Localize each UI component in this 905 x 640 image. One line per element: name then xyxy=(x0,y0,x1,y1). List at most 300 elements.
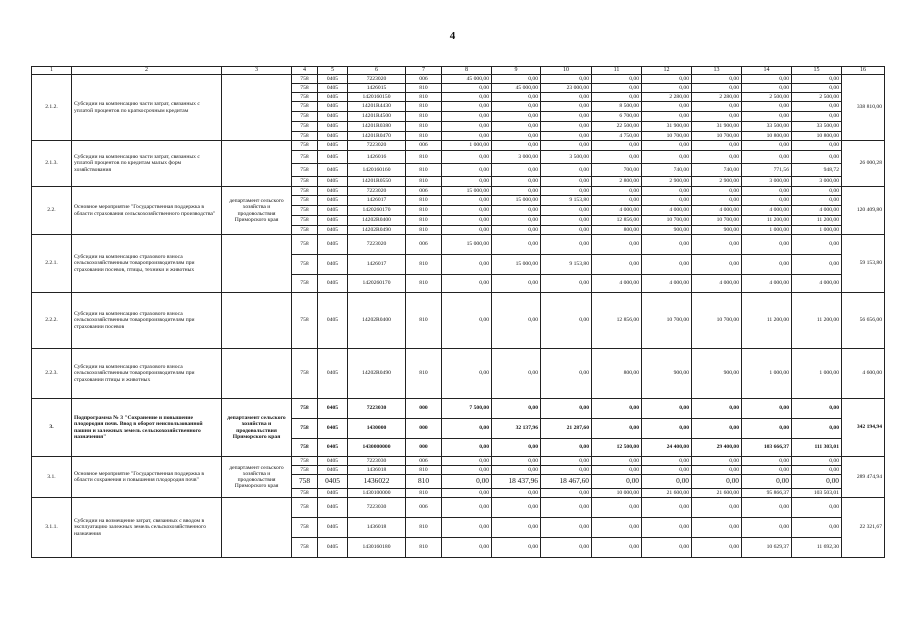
amount-cell: 0,00 xyxy=(541,466,592,475)
amount-cell: 0,00 xyxy=(792,75,842,84)
header-cell: 16 xyxy=(842,67,885,75)
amount-cell: 0,00 xyxy=(792,151,842,164)
section-cell: 0405 xyxy=(318,141,348,151)
table-body xyxy=(32,67,885,558)
item-name: Подпрограмма № 3 "Сохранение и повышение плодородия почв. Ввод в оборот неиспользованной пашни и залежных земель сельскохозяйственного назначения" xyxy=(72,399,222,457)
amount-cell: 0,00 xyxy=(541,439,592,457)
amount-cell: 4 000,00 xyxy=(592,275,642,293)
amount-cell: 22 500,00 xyxy=(592,122,642,132)
amount-cell: 0,00 xyxy=(792,102,842,112)
amount-cell: 0,00 xyxy=(492,187,541,196)
amount-cell: 0,00 xyxy=(692,75,742,84)
amount-cell: 0,00 xyxy=(742,151,792,164)
expense-type-cell: 000 xyxy=(406,419,442,439)
amount-cell: 0,00 xyxy=(592,419,642,439)
header-cell: 7 xyxy=(406,67,442,75)
grbs-cell: 758 xyxy=(292,141,318,151)
amount-cell: 0,00 xyxy=(442,216,492,226)
amount-cell: 10 000,00 xyxy=(592,489,642,498)
section-cell: 0405 xyxy=(318,216,348,226)
expense-type-cell: 006 xyxy=(406,235,442,255)
item-code: 2.1.2. xyxy=(32,75,72,141)
amount-cell: 10 700,00 xyxy=(642,132,692,141)
grbs-cell: 758 xyxy=(292,151,318,164)
amount-cell: 21 600,00 xyxy=(642,489,692,498)
amount-cell: 900,00 xyxy=(692,349,742,399)
amount-cell: 0,00 xyxy=(792,84,842,93)
amount-cell: 95 866,37 xyxy=(742,489,792,498)
section-cell: 0405 xyxy=(318,187,348,196)
amount-cell: 0,00 xyxy=(592,93,642,102)
item-total: 342 194,94 xyxy=(842,399,885,457)
amount-cell: 0,00 xyxy=(492,216,541,226)
amount-cell: 0,00 xyxy=(442,475,492,489)
amount-cell: 800,00 xyxy=(592,226,642,235)
section-cell: 0405 xyxy=(318,518,348,538)
header-cell: 6 xyxy=(348,67,406,75)
amount-cell: 1 000,00 xyxy=(742,226,792,235)
amount-cell: 0,00 xyxy=(692,141,742,151)
grbs-cell: 758 xyxy=(292,102,318,112)
amount-cell: 900,00 xyxy=(642,226,692,235)
grbs-cell: 758 xyxy=(292,399,318,419)
header-cell: 10 xyxy=(541,67,592,75)
amount-cell: 0,00 xyxy=(592,475,642,489)
section-cell: 0405 xyxy=(318,196,348,206)
amount-cell: 24 400,00 xyxy=(642,439,692,457)
grbs-cell: 758 xyxy=(292,164,318,177)
amount-cell: 0,00 xyxy=(541,141,592,151)
item-name: Субсидии на компенсацию страхового взноса сельскохозяйственным товаропроизводителям при страховании посевов, птицы, техники и животных xyxy=(72,235,222,293)
amount-cell: 0,00 xyxy=(541,293,592,349)
amount-cell: 8 500,00 xyxy=(592,102,642,112)
section-cell: 0405 xyxy=(318,84,348,93)
expense-type-cell: 006 xyxy=(406,498,442,518)
amount-cell: 0,00 xyxy=(642,84,692,93)
amount-cell: 2 900,00 xyxy=(692,177,742,187)
amount-cell: 0,00 xyxy=(692,102,742,112)
amount-cell: 10 700,00 xyxy=(692,132,742,141)
amount-cell: 0,00 xyxy=(492,177,541,187)
header-cell: 15 xyxy=(792,67,842,75)
amount-cell: 29 400,00 xyxy=(692,439,742,457)
header-row xyxy=(32,67,885,75)
amount-cell: 0,00 xyxy=(492,399,541,419)
amount-cell: 1 000,00 xyxy=(792,349,842,399)
amount-cell: 0,00 xyxy=(492,489,541,498)
header-cell: 11 xyxy=(592,67,642,75)
item-code: 2.2.2. xyxy=(32,293,72,349)
table-row xyxy=(32,235,885,255)
amount-cell: 15 000,00 xyxy=(492,196,541,206)
amount-cell: 0,00 xyxy=(492,132,541,141)
target-article-cell: 1420260170 xyxy=(348,206,406,216)
amount-cell: 0,00 xyxy=(692,466,742,475)
amount-cell: 10 700,00 xyxy=(642,293,692,349)
amount-cell: 0,00 xyxy=(541,164,592,177)
amount-cell: 0,00 xyxy=(541,399,592,419)
amount-cell: 0,00 xyxy=(442,466,492,475)
target-article-cell: 7223020 xyxy=(348,75,406,84)
item-executor xyxy=(222,235,292,293)
item-executor: департамент сельского хозяйства и продовольствия Приморского края xyxy=(222,187,292,235)
grbs-cell: 758 xyxy=(292,255,318,275)
expense-type-cell: 810 xyxy=(406,112,442,122)
amount-cell: 0,00 xyxy=(442,102,492,112)
section-cell: 0405 xyxy=(318,93,348,102)
amount-cell: 0,00 xyxy=(692,196,742,206)
item-executor xyxy=(222,349,292,399)
amount-cell: 0,00 xyxy=(541,489,592,498)
header-cell: 5 xyxy=(318,67,348,75)
item-total: 4 600,00 xyxy=(842,349,885,399)
amount-cell: 15 000,00 xyxy=(492,255,541,275)
amount-cell: 0,00 xyxy=(792,141,842,151)
amount-cell: 0,00 xyxy=(692,235,742,255)
amount-cell: 2 500,00 xyxy=(742,93,792,102)
amount-cell: 0,00 xyxy=(692,151,742,164)
grbs-cell: 758 xyxy=(292,466,318,475)
target-article-cell: 1426015 xyxy=(348,84,406,93)
amount-cell: 0,00 xyxy=(541,93,592,102)
amount-cell: 45 000,00 xyxy=(492,84,541,93)
amount-cell: 103 503,01 xyxy=(792,489,842,498)
amount-cell: 0,00 xyxy=(541,177,592,187)
section-cell: 0405 xyxy=(318,112,348,122)
amount-cell: 0,00 xyxy=(792,196,842,206)
grbs-cell: 758 xyxy=(292,475,318,489)
amount-cell: 0,00 xyxy=(492,112,541,122)
amount-cell: 0,00 xyxy=(442,498,492,518)
amount-cell: 0,00 xyxy=(492,141,541,151)
expense-type-cell: 810 xyxy=(406,84,442,93)
amount-cell: 0,00 xyxy=(592,498,642,518)
expense-type-cell: 006 xyxy=(406,141,442,151)
expense-type-cell: 810 xyxy=(406,196,442,206)
amount-cell: 0,00 xyxy=(742,457,792,466)
amount-cell: 0,00 xyxy=(792,235,842,255)
amount-cell: 800,00 xyxy=(592,349,642,399)
amount-cell: 0,00 xyxy=(642,235,692,255)
item-executor: департамент сельского хозяйства и продовольствия Приморского края xyxy=(222,457,292,498)
grbs-cell: 758 xyxy=(292,293,318,349)
amount-cell: 9 153,80 xyxy=(541,255,592,275)
amount-cell: 0,00 xyxy=(642,457,692,466)
item-total: 120 409,80 xyxy=(842,187,885,235)
amount-cell: 0,00 xyxy=(742,235,792,255)
grbs-cell: 758 xyxy=(292,206,318,216)
section-cell: 0405 xyxy=(318,255,348,275)
header-cell: 12 xyxy=(642,67,692,75)
target-article-cell: 1436018 xyxy=(348,518,406,538)
table-row xyxy=(32,75,885,84)
amount-cell: 0,00 xyxy=(792,498,842,518)
amount-cell: 0,00 xyxy=(541,457,592,466)
amount-cell: 0,00 xyxy=(692,84,742,93)
section-cell: 0405 xyxy=(318,235,348,255)
grbs-cell: 758 xyxy=(292,122,318,132)
amount-cell: 0,00 xyxy=(541,498,592,518)
amount-cell: 0,00 xyxy=(742,141,792,151)
amount-cell: 0,00 xyxy=(592,187,642,196)
amount-cell: 18 467,60 xyxy=(541,475,592,489)
grbs-cell: 758 xyxy=(292,275,318,293)
amount-cell: 11 200,00 xyxy=(792,293,842,349)
amount-cell: 0,00 xyxy=(742,255,792,275)
amount-cell: 0,00 xyxy=(742,84,792,93)
amount-cell: 0,00 xyxy=(742,75,792,84)
amount-cell: 0,00 xyxy=(442,112,492,122)
amount-cell: 0,00 xyxy=(592,538,642,558)
expense-type-cell: 810 xyxy=(406,206,442,216)
amount-cell: 0,00 xyxy=(492,226,541,235)
amount-cell: 4 000,00 xyxy=(742,275,792,293)
amount-cell: 0,00 xyxy=(642,151,692,164)
amount-cell: 0,00 xyxy=(692,538,742,558)
amount-cell: 0,00 xyxy=(642,196,692,206)
grbs-cell: 758 xyxy=(292,84,318,93)
amount-cell: 771,56 xyxy=(742,164,792,177)
grbs-cell: 758 xyxy=(292,489,318,498)
amount-cell: 0,00 xyxy=(592,457,642,466)
grbs-cell: 758 xyxy=(292,226,318,235)
amount-cell: 0,00 xyxy=(642,255,692,275)
table-row xyxy=(32,399,885,419)
amount-cell: 33 500,00 xyxy=(742,122,792,132)
amount-cell: 4 000,00 xyxy=(792,275,842,293)
item-name: Субсидии на компенсацию части затрат, связанных с уплатой процентов по кредитам малых форм хозяйствования xyxy=(72,141,222,187)
amount-cell: 0,00 xyxy=(442,84,492,93)
amount-cell: 0,00 xyxy=(642,538,692,558)
amount-cell: 0,00 xyxy=(541,226,592,235)
grbs-cell: 758 xyxy=(292,187,318,196)
section-cell: 0405 xyxy=(318,275,348,293)
amount-cell: 0,00 xyxy=(442,275,492,293)
amount-cell: 0,00 xyxy=(592,399,642,419)
target-article-cell: 14201R4430 xyxy=(348,102,406,112)
amount-cell: 1 000,00 xyxy=(742,349,792,399)
amount-cell: 1 000,00 xyxy=(792,226,842,235)
amount-cell: 0,00 xyxy=(442,349,492,399)
amount-cell: 0,00 xyxy=(442,132,492,141)
expense-type-cell: 810 xyxy=(406,122,442,132)
amount-cell: 0,00 xyxy=(442,206,492,216)
amount-cell: 10 629,37 xyxy=(742,538,792,558)
amount-cell: 0,00 xyxy=(442,196,492,206)
amount-cell: 12 856,00 xyxy=(592,293,642,349)
page-number: 4 xyxy=(449,30,456,42)
amount-cell: 0,00 xyxy=(742,196,792,206)
section-cell: 0405 xyxy=(318,177,348,187)
amount-cell: 0,00 xyxy=(592,84,642,93)
item-name: Субсидии на компенсацию страхового взноса сельскохозяйственным товаропроизводителям при страховании посевов xyxy=(72,293,222,349)
amount-cell: 0,00 xyxy=(692,498,742,518)
amount-cell: 0,00 xyxy=(792,187,842,196)
amount-cell: 6 700,00 xyxy=(592,112,642,122)
grbs-cell: 758 xyxy=(292,196,318,206)
amount-cell: 0,00 xyxy=(541,132,592,141)
expense-type-cell: 810 xyxy=(406,151,442,164)
amount-cell: 900,00 xyxy=(642,349,692,399)
target-article-cell: 1430000000 xyxy=(348,439,406,457)
amount-cell: 0,00 xyxy=(642,399,692,419)
amount-cell: 0,00 xyxy=(492,293,541,349)
amount-cell: 0,00 xyxy=(592,75,642,84)
amount-cell: 0,00 xyxy=(792,457,842,466)
amount-cell: 0,00 xyxy=(592,235,642,255)
amount-cell: 2 280,00 xyxy=(642,93,692,102)
amount-cell: 4 000,00 xyxy=(642,275,692,293)
amount-cell: 21 287,60 xyxy=(541,419,592,439)
amount-cell: 0,00 xyxy=(492,538,541,558)
amount-cell: 900,00 xyxy=(692,226,742,235)
amount-cell: 0,00 xyxy=(541,122,592,132)
amount-cell: 948,72 xyxy=(792,164,842,177)
item-total: 22 321,67 xyxy=(842,498,885,558)
amount-cell: 4 750,00 xyxy=(592,132,642,141)
amount-cell: 2 280,00 xyxy=(692,93,742,102)
expense-type-cell: 810 xyxy=(406,102,442,112)
amount-cell: 740,00 xyxy=(692,164,742,177)
header-cell: 4 xyxy=(292,67,318,75)
grbs-cell: 758 xyxy=(292,235,318,255)
amount-cell: 0,00 xyxy=(742,102,792,112)
header-cell: 13 xyxy=(692,67,742,75)
amount-cell: 0,00 xyxy=(442,177,492,187)
amount-cell: 23 000,00 xyxy=(541,84,592,93)
amount-cell: 0,00 xyxy=(742,466,792,475)
item-code: 2.2.3. xyxy=(32,349,72,399)
expense-type-cell: 810 xyxy=(406,177,442,187)
amount-cell: 0,00 xyxy=(442,419,492,439)
target-article-cell: 14202R0400 xyxy=(348,293,406,349)
amount-cell: 0,00 xyxy=(692,399,742,419)
grbs-cell: 758 xyxy=(292,75,318,84)
amount-cell: 31 900,00 xyxy=(642,122,692,132)
amount-cell: 0,00 xyxy=(442,226,492,235)
expense-type-cell: 006 xyxy=(406,187,442,196)
amount-cell: 0,00 xyxy=(642,187,692,196)
amount-cell: 0,00 xyxy=(642,466,692,475)
amount-cell: 11 200,00 xyxy=(742,293,792,349)
amount-cell: 0,00 xyxy=(492,102,541,112)
item-total: 59 153,80 xyxy=(842,235,885,293)
amount-cell: 31 900,00 xyxy=(692,122,742,132)
amount-cell: 0,00 xyxy=(442,518,492,538)
amount-cell: 0,00 xyxy=(592,141,642,151)
grbs-cell: 758 xyxy=(292,518,318,538)
amount-cell: 0,00 xyxy=(692,255,742,275)
amount-cell: 9 153,80 xyxy=(541,196,592,206)
grbs-cell: 758 xyxy=(292,216,318,226)
amount-cell: 0,00 xyxy=(492,75,541,84)
header-cell: 1 xyxy=(32,67,72,75)
section-cell: 0405 xyxy=(318,293,348,349)
amount-cell: 4 000,00 xyxy=(642,206,692,216)
target-article-cell: 1436018 xyxy=(348,466,406,475)
amount-cell: 4 000,00 xyxy=(692,275,742,293)
section-cell: 0405 xyxy=(318,206,348,216)
header-cell: 14 xyxy=(742,67,792,75)
amount-cell: 0,00 xyxy=(541,538,592,558)
amount-cell: 11 200,00 xyxy=(742,216,792,226)
amount-cell: 0,00 xyxy=(492,275,541,293)
amount-cell: 11 692,30 xyxy=(792,538,842,558)
amount-cell: 0,00 xyxy=(742,112,792,122)
grbs-cell: 758 xyxy=(292,498,318,518)
table-row xyxy=(32,187,885,196)
amount-cell: 0,00 xyxy=(642,498,692,518)
target-article-cell: 7223020 xyxy=(348,235,406,255)
item-code: 3.1.1. xyxy=(32,498,72,558)
amount-cell: 3 000,00 xyxy=(792,177,842,187)
amount-cell: 12 500,00 xyxy=(592,439,642,457)
amount-cell: 0,00 xyxy=(541,518,592,538)
amount-cell: 0,00 xyxy=(492,235,541,255)
item-code: 2.1.3. xyxy=(32,141,72,187)
amount-cell: 2 500,00 xyxy=(792,93,842,102)
grbs-cell: 758 xyxy=(292,457,318,466)
amount-cell: 0,00 xyxy=(642,419,692,439)
amount-cell: 0,00 xyxy=(592,518,642,538)
amount-cell: 0,00 xyxy=(442,255,492,275)
target-article-cell: 14202R0400 xyxy=(348,216,406,226)
amount-cell: 0,00 xyxy=(442,538,492,558)
amount-cell: 3 500,00 xyxy=(541,151,592,164)
amount-cell: 0,00 xyxy=(642,475,692,489)
section-cell: 0405 xyxy=(318,538,348,558)
target-article-cell: 7223030 xyxy=(348,399,406,419)
amount-cell: 0,00 xyxy=(692,457,742,466)
item-code: 2.2.1. xyxy=(32,235,72,293)
amount-cell: 0,00 xyxy=(692,187,742,196)
amount-cell: 0,00 xyxy=(642,518,692,538)
amount-cell: 0,00 xyxy=(541,112,592,122)
expense-type-cell: 810 xyxy=(406,466,442,475)
amount-cell: 0,00 xyxy=(592,466,642,475)
expense-type-cell: 000 xyxy=(406,399,442,419)
target-article-cell: 1426017 xyxy=(348,255,406,275)
section-cell: 0405 xyxy=(318,164,348,177)
item-total: 56 656,00 xyxy=(842,293,885,349)
amount-cell: 740,00 xyxy=(642,164,692,177)
target-article-cell: 7223030 xyxy=(348,457,406,466)
amount-cell: 0,00 xyxy=(541,216,592,226)
amount-cell: 0,00 xyxy=(742,399,792,419)
amount-cell: 11 200,00 xyxy=(792,216,842,226)
expense-type-cell: 810 xyxy=(406,475,442,489)
amount-cell: 0,00 xyxy=(442,93,492,102)
item-total: 26 000,28 xyxy=(842,141,885,187)
section-cell: 0405 xyxy=(318,349,348,399)
section-cell: 0405 xyxy=(318,466,348,475)
expense-type-cell: 810 xyxy=(406,93,442,102)
grbs-cell: 758 xyxy=(292,93,318,102)
target-article-cell: 1420160150 xyxy=(348,93,406,102)
section-cell: 0405 xyxy=(318,122,348,132)
amount-cell: 0,00 xyxy=(592,151,642,164)
header-cell: 3 xyxy=(222,67,292,75)
target-article-cell: 1436022 xyxy=(348,475,406,489)
item-executor xyxy=(222,498,292,558)
target-article-cell: 1420160160 xyxy=(348,164,406,177)
amount-cell: 0,00 xyxy=(692,475,742,489)
amount-cell: 111 303,01 xyxy=(792,439,842,457)
item-code: 3. xyxy=(32,399,72,457)
table-row xyxy=(32,293,885,349)
target-article-cell: 1426017 xyxy=(348,196,406,206)
target-article-cell: 7223020 xyxy=(348,187,406,196)
